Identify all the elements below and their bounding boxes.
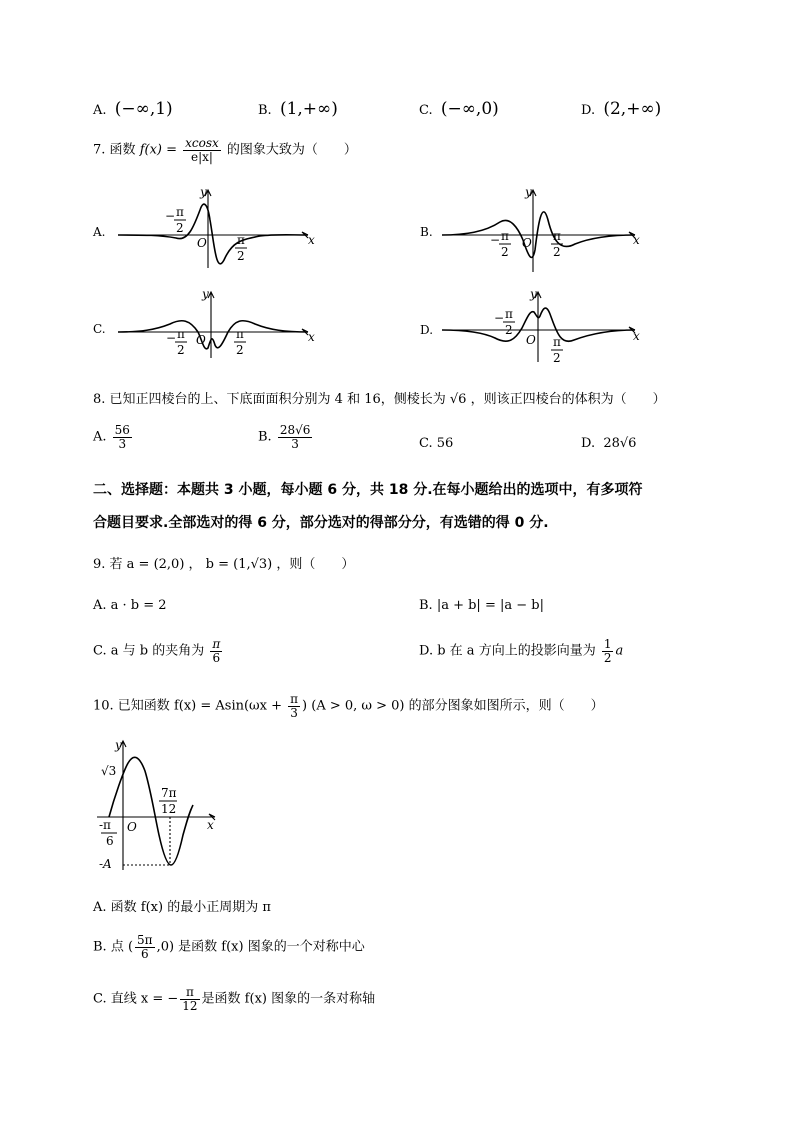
q9-option-a: A. a · b = 2 <box>93 598 167 613</box>
q9-stem: 9. 若 a = (2,0) ， b = (1,√3) ，则（ ） <box>93 557 355 572</box>
q8-option-b: B. $\frac{28√6}{3}$ <box>258 423 311 451</box>
svg-text:C.: C. <box>93 322 106 336</box>
svg-text:y: y <box>530 287 537 301</box>
svg-text:x: x <box>633 329 640 343</box>
svg-text:-π: -π <box>99 818 111 832</box>
svg-text:2: 2 <box>553 245 561 259</box>
q6-option-d: D. (2,+∞) <box>581 99 662 119</box>
svg-text:π: π <box>553 229 561 243</box>
q10-stem: 10. 已知函数 f(x) = Asin(ωx + $\frac{\pi}{3}$ ) (A > 0, ω > 0) 的部分图象如图所示，则（ ） <box>93 692 604 720</box>
svg-text:x: x <box>633 233 640 247</box>
q8-option-d: D. 28√6 <box>581 436 637 451</box>
q10-option-a: A. 函数 f(x) 的最小正周期为 π <box>93 900 271 915</box>
svg-text:B.: B. <box>420 225 433 239</box>
q10-option-b: B. 点 ( $\frac{5\pi}{6}$ ,0) 是函数 f(x) 图象的一个对称中心 <box>93 933 365 961</box>
svg-text:π: π <box>553 335 561 349</box>
q6-option-b: B. (1,+∞) <box>258 99 338 119</box>
svg-text:2: 2 <box>176 221 184 235</box>
svg-text:2: 2 <box>501 245 509 259</box>
svg-text:2: 2 <box>177 343 185 357</box>
svg-text:x: x <box>308 330 315 344</box>
svg-text:A.: A. <box>93 225 106 239</box>
q8-stem: 8. 已知正四棱台的上、下底面面积分别为 4 和 16，侧棱长为 √6 ，则该正四棱台的体积为（ ） <box>93 392 666 407</box>
svg-text:6: 6 <box>106 834 114 848</box>
q10-graph <box>93 735 233 875</box>
q8-option-c: C. 56 <box>419 436 454 451</box>
svg-text:O: O <box>526 333 536 347</box>
svg-text:π: π <box>176 205 184 219</box>
svg-text:π: π <box>177 327 185 341</box>
svg-text:√3: √3 <box>101 764 117 778</box>
q6-option-a: A. (−∞,1) <box>93 99 173 119</box>
section-2-heading-line2: 合题目要求.全部选对的得 6 分，部分选对的得部分分，有选错的得 0 分. <box>93 515 549 531</box>
svg-text:−: − <box>166 331 177 345</box>
svg-text:x: x <box>308 233 315 247</box>
svg-text:y: y <box>115 738 122 752</box>
svg-text:y: y <box>525 185 532 199</box>
svg-text:−: − <box>165 209 176 223</box>
svg-text:−: − <box>494 311 505 325</box>
q7-graphs <box>90 180 730 380</box>
svg-text:π: π <box>236 327 244 341</box>
svg-text:π: π <box>237 233 245 247</box>
svg-text:2: 2 <box>553 351 561 365</box>
svg-text:π: π <box>505 307 513 321</box>
svg-text:y: y <box>200 185 207 199</box>
svg-text:O: O <box>522 236 532 250</box>
svg-text:O: O <box>196 333 206 347</box>
q9-option-d: D. b 在 a 方向上的投影向量为 $\frac{1}{2}$ a <box>419 637 624 665</box>
section-2-heading-line1: 二、选择题：本题共 3 小题，每小题 6 分，共 18 分.在每小题给出的选项中，有多项符 <box>93 482 643 498</box>
q8-option-a: A. $\frac{56}{3}$ <box>93 423 130 451</box>
q9-option-b: B. |a + b| = |a − b| <box>419 598 544 613</box>
svg-text:π: π <box>501 229 509 243</box>
svg-text:-A: -A <box>99 857 112 871</box>
svg-text:2: 2 <box>505 323 513 337</box>
q10-option-c: C. 直线 x = − $\frac{\pi}{12}$ 是函数 f(x) 图象的一条对称轴 <box>93 985 376 1013</box>
svg-text:D.: D. <box>420 323 434 337</box>
svg-text:2: 2 <box>237 249 245 263</box>
svg-text:−: − <box>490 233 501 247</box>
svg-text:2: 2 <box>236 343 244 357</box>
svg-text:O: O <box>197 236 207 250</box>
svg-text:7π: 7π <box>161 786 177 800</box>
svg-text:O: O <box>127 820 137 834</box>
svg-text:y: y <box>202 287 209 301</box>
svg-text:12: 12 <box>161 802 177 816</box>
q6-option-c: C. (−∞,0) <box>419 99 499 119</box>
q7-stem: 7. 函数 f(x) = $\frac{xcosx}{e|x|}$ 的图象大致为（ ） <box>93 136 357 164</box>
q9-option-c: C. a 与 b 的夹角为 $\frac{\pi}{6}$ <box>93 637 221 665</box>
svg-text:x: x <box>207 818 214 832</box>
